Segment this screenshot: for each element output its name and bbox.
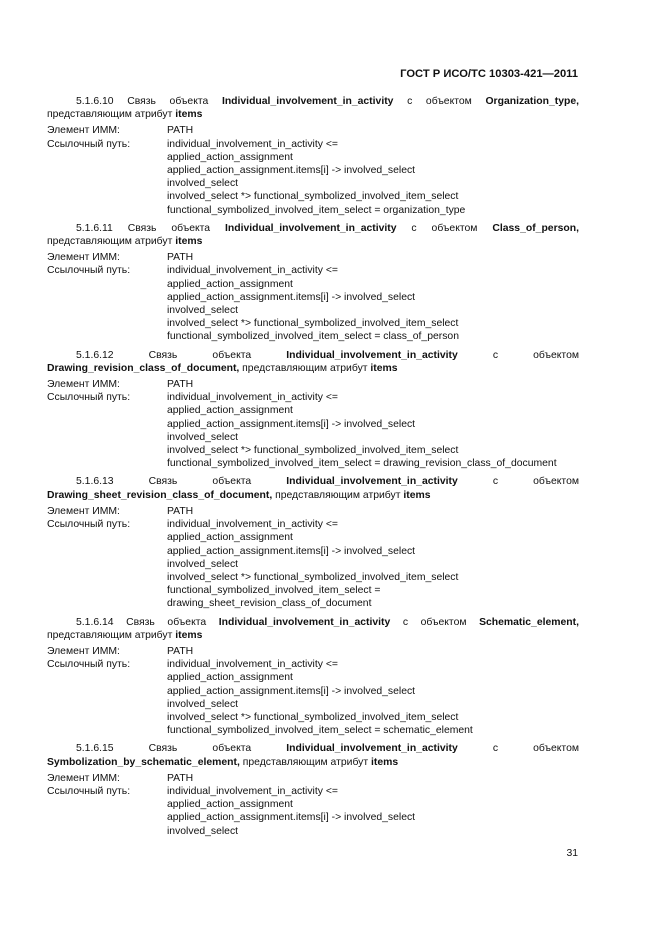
path-line: applied_action_assignment.items[i] -> involved_select bbox=[167, 291, 416, 303]
heading-bold-run: Individual_involvement_in_activity bbox=[225, 222, 397, 234]
heading-bold-run: Individual_involvement_in_activity bbox=[286, 743, 458, 755]
heading-bold-run: items bbox=[371, 756, 399, 768]
clause-heading bbox=[47, 742, 579, 768]
clause-heading bbox=[47, 616, 579, 642]
element-label: Элемент ИММ: bbox=[47, 645, 120, 657]
heading-bold-run: Schematic_element, bbox=[479, 616, 579, 628]
element-label: Элемент ИММ: bbox=[47, 772, 120, 784]
element-value: PATH bbox=[167, 252, 194, 264]
reference-path-label: Ссылочный путь: bbox=[47, 138, 131, 150]
path-line: involved_select *> functional_symbolized_involved_item_select bbox=[167, 445, 459, 457]
element-row bbox=[47, 772, 579, 785]
heading-run: с объектом bbox=[457, 349, 580, 361]
heading-run: с объектом bbox=[390, 616, 480, 628]
reference-path bbox=[167, 264, 579, 343]
element-value: PATH bbox=[167, 645, 194, 657]
path-line: individual_involvement_in_activity <= bbox=[167, 392, 338, 404]
heading-bold-run: Individual_involvement_in_activity bbox=[218, 616, 391, 628]
element-value: PATH bbox=[167, 125, 194, 137]
path-line: individual_involvement_in_activity <= bbox=[167, 519, 338, 531]
path-line: applied_action_assignment.items[i] -> involved_select bbox=[167, 545, 416, 557]
heading-bold-run: Drawing_revision_class_of_document, bbox=[47, 362, 240, 374]
clause-section bbox=[47, 475, 579, 610]
path-line: applied_action_assignment bbox=[167, 672, 293, 684]
path-line: applied_action_assignment.items[i] -> involved_select bbox=[167, 685, 416, 697]
path-line: involved_select bbox=[167, 698, 239, 710]
heading-bold-run: Symbolization_by_schematic_element, bbox=[47, 756, 240, 768]
document-body bbox=[47, 95, 579, 843]
clause-heading bbox=[47, 349, 579, 375]
path-line: applied_action_assignment bbox=[167, 278, 293, 290]
path-line: applied_action_assignment bbox=[167, 532, 293, 544]
element-row bbox=[47, 645, 579, 658]
heading-bold-run: items bbox=[403, 489, 431, 501]
reference-path-row bbox=[47, 138, 579, 217]
heading-bold-run: items bbox=[175, 109, 203, 121]
element-value: PATH bbox=[167, 772, 194, 784]
heading-run: 5.1.6.11 Связь объекта bbox=[76, 222, 225, 234]
heading-run: 5.1.6.10 Связь объекта bbox=[76, 96, 222, 107]
heading-run: 5.1.6.15 Связь объекта bbox=[76, 743, 287, 755]
path-line: involved_select *> functional_symbolized_involved_item_select bbox=[167, 711, 459, 723]
heading-run: с объектом bbox=[457, 743, 580, 755]
path-line: involved_select bbox=[167, 825, 239, 837]
element-row bbox=[47, 124, 579, 137]
heading-run: с объектом bbox=[396, 222, 493, 234]
reference-path bbox=[167, 391, 579, 470]
clause-heading bbox=[47, 222, 579, 248]
heading-run: с объектом bbox=[457, 476, 580, 488]
path-line: functional_symbolized_involved_item_select = schematic_element bbox=[167, 725, 473, 737]
heading-run: 5.1.6.12 Связь объекта bbox=[76, 349, 287, 361]
heading-bold-run: Individual_involvement_in_activity bbox=[286, 349, 458, 361]
element-label: Элемент ИММ: bbox=[47, 125, 120, 137]
reference-path-row bbox=[47, 785, 579, 838]
element-row bbox=[47, 505, 579, 518]
clause-section bbox=[47, 222, 579, 344]
heading-run: представляющим атрибут bbox=[239, 362, 371, 374]
path-line: applied_action_assignment.items[i] -> involved_select bbox=[167, 812, 416, 824]
reference-path-label: Ссылочный путь: bbox=[47, 785, 131, 797]
reference-path-row bbox=[47, 658, 579, 737]
path-line: functional_symbolized_involved_item_select = drawing_revision_class_of_document bbox=[167, 458, 557, 470]
path-line: individual_involvement_in_activity <= bbox=[167, 785, 338, 797]
heading-run: представляющим атрибут bbox=[239, 756, 372, 768]
document-header: ГОСТ Р ИСО/ТС 10303-421—2011 bbox=[400, 68, 578, 80]
element-value: PATH bbox=[167, 505, 194, 517]
heading-run: представляющим атрибут bbox=[272, 489, 404, 501]
path-line: applied_action_assignment bbox=[167, 405, 293, 417]
path-line: applied_action_assignment.items[i] -> involved_select bbox=[167, 165, 416, 177]
element-label: Элемент ИММ: bbox=[47, 505, 120, 517]
element-row bbox=[47, 378, 579, 391]
path-line: involved_select bbox=[167, 305, 239, 317]
clause-heading bbox=[47, 475, 579, 501]
heading-bold-run: Organization_type, bbox=[485, 96, 579, 107]
clause-section bbox=[47, 616, 579, 738]
path-line: involved_select bbox=[167, 558, 239, 570]
clause-heading bbox=[47, 95, 579, 121]
path-line: involved_select *> functional_symbolized_involved_item_select bbox=[167, 191, 459, 203]
path-line: individual_involvement_in_activity <= bbox=[167, 659, 338, 671]
path-line: functional_symbolized_involved_item_select = organization_type bbox=[167, 204, 466, 216]
path-line: individual_involvement_in_activity <= bbox=[167, 138, 338, 150]
clause-section bbox=[47, 95, 579, 217]
reference-path bbox=[167, 518, 579, 610]
element-label: Элемент ИММ: bbox=[47, 379, 120, 391]
path-line: drawing_sheet_revision_class_of_document bbox=[167, 598, 372, 610]
heading-run: 5.1.6.14 Связь объекта bbox=[76, 616, 219, 628]
clause-section bbox=[47, 742, 579, 837]
heading-bold-run: Individual_involvement_in_activity bbox=[286, 476, 458, 488]
path-line: functional_symbolized_involved_item_select = bbox=[167, 585, 381, 597]
heading-bold-run: Individual_involvement_in_activity bbox=[221, 96, 394, 107]
heading-run: с объектом bbox=[393, 96, 486, 107]
reference-path-label: Ссылочный путь: bbox=[47, 659, 131, 671]
heading-bold-run: Class_of_person, bbox=[492, 222, 579, 234]
heading-bold-run: items bbox=[175, 236, 203, 248]
element-row bbox=[47, 251, 579, 264]
path-line: applied_action_assignment bbox=[167, 799, 293, 811]
path-line: individual_involvement_in_activity <= bbox=[167, 265, 338, 277]
reference-path-label: Ссылочный путь: bbox=[47, 392, 131, 404]
page-number: 31 bbox=[566, 848, 578, 859]
reference-path-label: Ссылочный путь: bbox=[47, 265, 131, 277]
path-line: involved_select *> functional_symbolized_involved_item_select bbox=[167, 318, 459, 330]
reference-path bbox=[167, 658, 579, 737]
path-line: involved_select *> functional_symbolized_involved_item_select bbox=[167, 571, 459, 583]
heading-bold-run: Drawing_sheet_revision_class_of_document, bbox=[47, 489, 273, 501]
heading-run: представляющим атрибут bbox=[47, 236, 176, 248]
reference-path-row bbox=[47, 391, 579, 470]
element-label: Элемент ИММ: bbox=[47, 252, 120, 264]
heading-bold-run: items bbox=[175, 629, 203, 641]
heading-bold-run: items bbox=[370, 362, 398, 374]
clause-section bbox=[47, 349, 579, 471]
path-line: involved_select bbox=[167, 178, 239, 190]
heading-run: представляющим атрибут bbox=[47, 109, 176, 121]
reference-path-row bbox=[47, 518, 579, 610]
path-line: applied_action_assignment bbox=[167, 151, 293, 163]
path-line: applied_action_assignment.items[i] -> involved_select bbox=[167, 418, 416, 430]
heading-run: представляющим атрибут bbox=[47, 629, 176, 641]
reference-path-label: Ссылочный путь: bbox=[47, 519, 131, 531]
reference-path bbox=[167, 785, 579, 838]
reference-path-row bbox=[47, 264, 579, 343]
heading-run: 5.1.6.13 Связь объекта bbox=[76, 476, 287, 488]
path-line: involved_select bbox=[167, 431, 239, 443]
path-line: functional_symbolized_involved_item_select = class_of_person bbox=[167, 331, 459, 343]
element-value: PATH bbox=[167, 379, 194, 391]
reference-path bbox=[167, 138, 579, 217]
